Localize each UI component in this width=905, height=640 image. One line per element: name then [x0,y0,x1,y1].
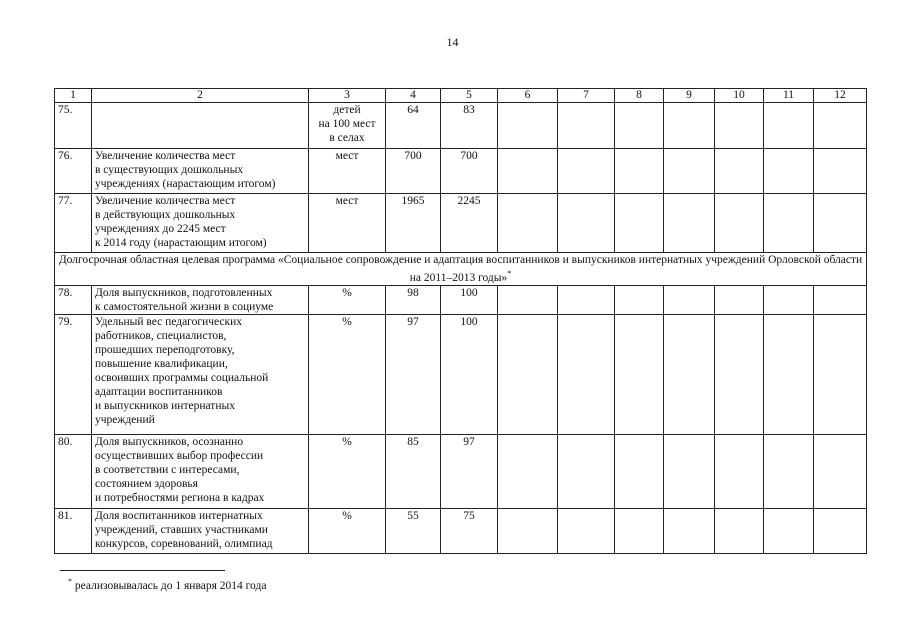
header-cell-1: 1 [55,89,92,103]
empty-cell-col-6 [498,149,558,194]
empty-cell-col-12 [814,434,867,508]
value-col-5: 100 [441,314,498,434]
header-cell-12: 12 [814,89,867,103]
indicator-name: Доля выпускников, подготовленных к самостоятельной жизни в социуме [92,285,309,314]
indicator-name [92,103,309,149]
empty-cell-col-9 [664,508,715,553]
empty-cell-col-7 [558,508,615,553]
indicator-name: Удельный вес педагогических работников, специалистов, прошедших переподготовку, повышение квалификации, освоивших программы социальной адаптации воспитанников и выпускников интернатных учреждений [92,314,309,434]
empty-cell-col-11 [764,434,814,508]
empty-cell-col-11 [764,508,814,553]
empty-cell-col-10 [715,103,764,149]
empty-cell-col-10 [715,314,764,434]
header-cell-6: 6 [498,89,558,103]
empty-cell-col-7 [558,149,615,194]
page-number: 14 [446,35,459,49]
section-title: Долгосрочная областная целевая программа «Социальное сопровождение и адаптация воспитанников и выпускников интернатных учреждений Орловской области на 2011–2013 годы» [58,254,863,284]
empty-cell-col-11 [764,103,814,149]
row-number: 80. [55,434,92,508]
row-number: 76. [55,149,92,194]
empty-cell-col-10 [715,149,764,194]
unit: % [309,434,386,508]
empty-cell-col-11 [764,285,814,314]
empty-cell-col-10 [715,434,764,508]
row-number: 78. [55,285,92,314]
header-cell-4: 4 [386,89,441,103]
empty-cell-col-6 [498,285,558,314]
empty-cell-col-8 [615,434,664,508]
empty-cell-col-12 [814,314,867,434]
empty-cell-col-12 [814,508,867,553]
table-row [55,149,867,194]
empty-cell-col-9 [664,434,715,508]
section-row [55,253,867,286]
header-cell-8: 8 [615,89,664,103]
empty-cell-col-11 [764,194,814,253]
footnote-separator [60,570,225,571]
empty-cell-col-8 [615,103,664,149]
header-cell-11: 11 [764,89,814,103]
header-cell-7: 7 [558,89,615,103]
empty-cell-col-12 [814,103,867,149]
table-row [55,194,867,253]
empty-cell-col-12 [814,194,867,253]
empty-cell-col-9 [664,103,715,149]
header-cell-5: 5 [441,89,498,103]
empty-cell-col-7 [558,194,615,253]
indicators-table [54,88,867,554]
table-row [55,314,867,434]
table-row [55,285,867,314]
empty-cell-col-8 [615,149,664,194]
indicator-name: Увеличение количества мест в существующих дошкольных учреждениях (нарастающим итогом) [92,149,309,194]
value-col-4: 700 [386,149,441,194]
section-footnote-mark: * [507,269,512,278]
header-cell-10: 10 [715,89,764,103]
value-col-4: 64 [386,103,441,149]
value-col-4: 55 [386,508,441,553]
empty-cell-col-10 [715,285,764,314]
unit: % [309,285,386,314]
footnote [68,577,266,592]
empty-cell-col-9 [664,314,715,434]
row-number: 81. [55,508,92,553]
empty-cell-col-6 [498,434,558,508]
unit: детей на 100 мест в селах [309,103,386,149]
empty-cell-col-12 [814,285,867,314]
empty-cell-col-11 [764,149,814,194]
empty-cell-col-6 [498,194,558,253]
value-col-5: 97 [441,434,498,508]
unit: мест [309,194,386,253]
empty-cell-col-12 [814,149,867,194]
value-col-5: 83 [441,103,498,149]
empty-cell-col-8 [615,314,664,434]
value-col-4: 98 [386,285,441,314]
value-col-4: 85 [386,434,441,508]
unit: мест [309,149,386,194]
unit: % [309,314,386,434]
value-col-5: 700 [441,149,498,194]
indicator-name: Доля выпускников, осознанно осуществивших выбор профессии в соответствии с интересами, состоянием здоровья и потребностями региона в кадрах [92,434,309,508]
empty-cell-col-6 [498,103,558,149]
empty-cell-col-6 [498,508,558,553]
value-col-5: 75 [441,508,498,553]
empty-cell-col-9 [664,149,715,194]
table-row [55,434,867,508]
footnote-mark: * [68,577,72,586]
value-col-5: 100 [441,285,498,314]
row-number: 75. [55,103,92,149]
empty-cell-col-9 [664,194,715,253]
row-number: 79. [55,314,92,434]
table-row [55,103,867,149]
empty-cell-col-9 [664,285,715,314]
unit: % [309,508,386,553]
empty-cell-col-7 [558,285,615,314]
empty-cell-col-8 [615,508,664,553]
empty-cell-col-7 [558,103,615,149]
empty-cell-col-8 [615,285,664,314]
value-col-4: 97 [386,314,441,434]
empty-cell-col-10 [715,508,764,553]
header-cell-2: 2 [92,89,309,103]
indicator-name: Увеличение количества мест в действующих дошкольных учреждениях до 2245 мест к 2014 году (нарастающим итогом) [92,194,309,253]
empty-cell-col-7 [558,434,615,508]
value-col-4: 1965 [386,194,441,253]
empty-cell-col-7 [558,314,615,434]
empty-cell-col-11 [764,314,814,434]
empty-cell-col-10 [715,194,764,253]
indicator-name: Доля воспитанников интернатных учреждений, ставших участниками конкурсов, соревнований, олимпиад [92,508,309,553]
empty-cell-col-8 [615,194,664,253]
empty-cell-col-6 [498,314,558,434]
value-col-5: 2245 [441,194,498,253]
footnote-text: реализовывалась до 1 января 2014 года [72,579,267,592]
table-row [55,508,867,553]
section-title-cell [55,253,867,286]
row-number: 77. [55,194,92,253]
header-cell-3: 3 [309,89,386,103]
header-cell-9: 9 [664,89,715,103]
table-header-row [55,89,867,103]
